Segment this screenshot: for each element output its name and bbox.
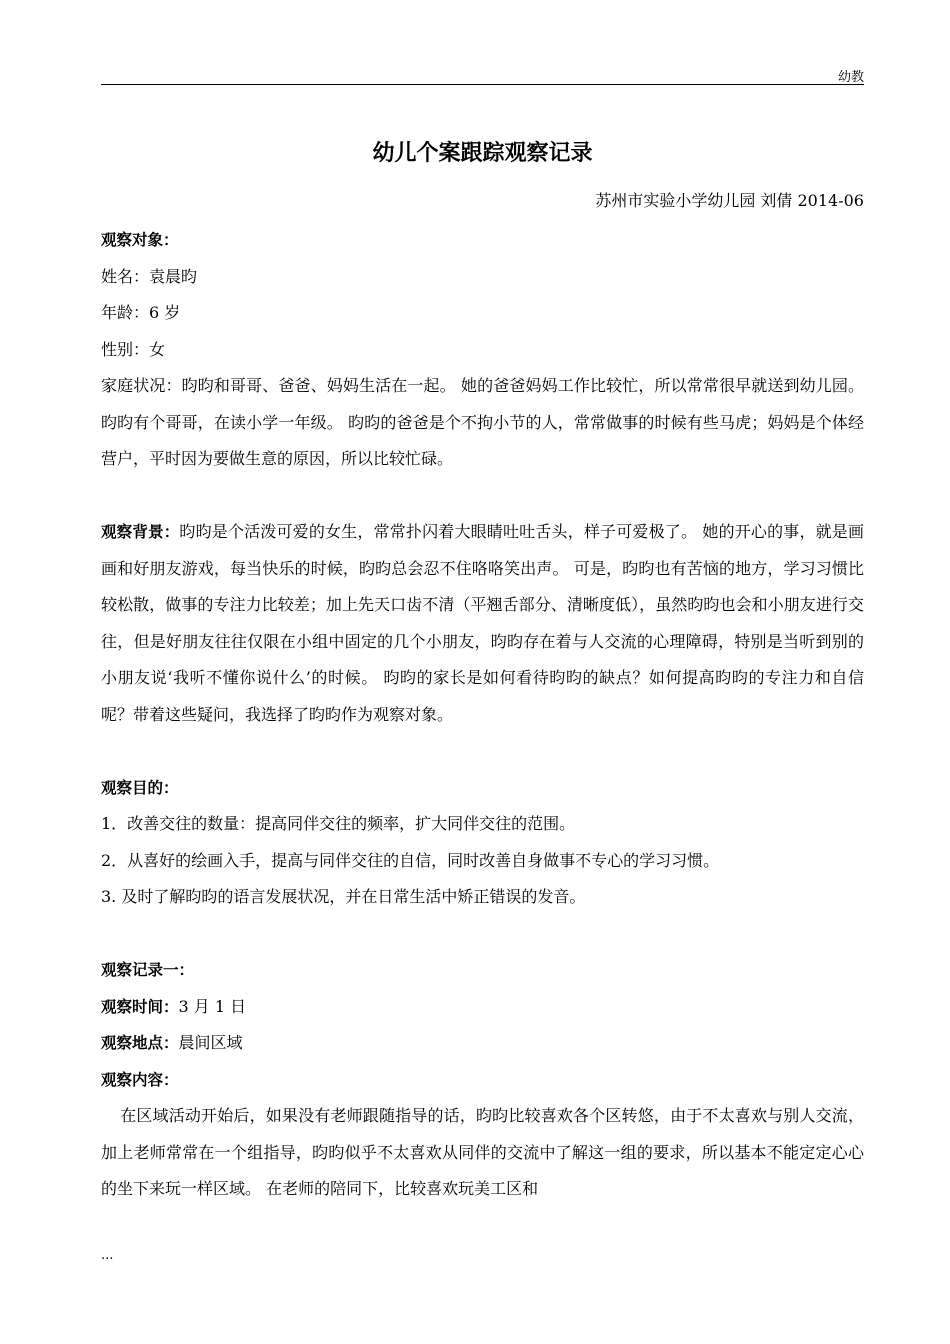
subject-gender: 性别：女	[101, 339, 166, 359]
record-place-label: 观察地点：	[101, 1034, 179, 1052]
purpose-item: 2．从喜好的绘画入手，提高与同伴交往的自信，同时改善自身做事不专心的学习习惯。	[101, 850, 720, 870]
author-line: 苏州市实验小学幼儿园 刘倩 2014-06	[595, 191, 864, 210]
purpose-item: 3. 及时了解昀昀的语言发展状况，并在日常生活中矫正错误的发音。	[101, 887, 586, 906]
record-time	[101, 989, 864, 1026]
footer-ellipsis: ...	[101, 1248, 114, 1263]
subject-heading: 观察对象：	[101, 231, 179, 249]
record-place-value: 晨间区域	[178, 1033, 243, 1052]
record-time-label: 观察时间：	[101, 997, 179, 1016]
subject-age: 年龄：6 岁	[101, 303, 181, 322]
background-label: 观察背景：	[101, 523, 180, 541]
header-rule	[101, 84, 864, 85]
background-text: 昀昀是个活泼可爱的女生，常常扑闪着大眼睛吐吐舌头，样子可爱极了。 她的开心的事，就是画画和好朋友游戏，每当快乐的时候，昀昀总会忍不住咯咯笑出声。 可是，昀昀也有苦恼的地方，学习习惯比较松散，做事的专注力比较差；加上先天口齿不清（平翘舌部分、清晰度低），虽然昀昀也会和小朋友进行交往，但是好朋友往往仅限在小组中固定的几个小朋友，昀昀存在着与人交流的心理障碍，特别是当听到别的小朋友说‘我听不懂你说什么’的时候。 昀昀的家长是如何看待昀昀的缺点？如何提高昀昀的专注力和自信呢？带着这些疑问，我选择了昀昀作为观察对象。	[101, 522, 864, 724]
record-content-label: 观察内容：	[101, 1070, 179, 1089]
subject-name: 姓名：袁晨昀	[101, 266, 198, 286]
record-content-text: 在区域活动开始后，如果没有老师跟随指导的话，昀昀比较喜欢各个区转悠，由于不太喜欢与别人交流，加上老师常常在一个组指导，昀昀似乎不太喜欢从同伴的交流中了解这一组的要求，所以基本不能定定心心的坐下来玩一样区域。 在老师的陪同下，比较喜欢玩美工区和	[101, 1106, 864, 1198]
background-paragraph	[101, 514, 864, 733]
purpose-heading: 观察目的：	[101, 778, 179, 797]
document-body	[101, 222, 864, 1208]
document-title: 幼儿个案跟踪观察记录	[372, 141, 593, 166]
spacer	[101, 733, 864, 770]
spacer	[101, 916, 864, 953]
purpose-item: 1．改善交往的数量：提高同伴交往的频率，扩大同伴交往的范围。	[101, 814, 576, 833]
subject-family: 家庭状况：昀昀和哥哥、爸爸、妈妈生活在一起。 她的爸爸妈妈工作比较忙，所以常常很早就送到幼儿园。 昀昀有个哥哥，在读小学一年级。 昀昀的爸爸是个不拘小节的人，常常做事的时候有些马虎；妈妈是个体经营户，平时因为要做生意的原因，所以比较忙碌。	[101, 376, 864, 468]
record-place	[101, 1025, 864, 1062]
record-heading: 观察记录一：	[101, 961, 195, 979]
spacer	[101, 478, 864, 515]
header-tag: 幼教	[837, 70, 864, 85]
record-time-value: 3 月 1 日	[178, 996, 247, 1016]
